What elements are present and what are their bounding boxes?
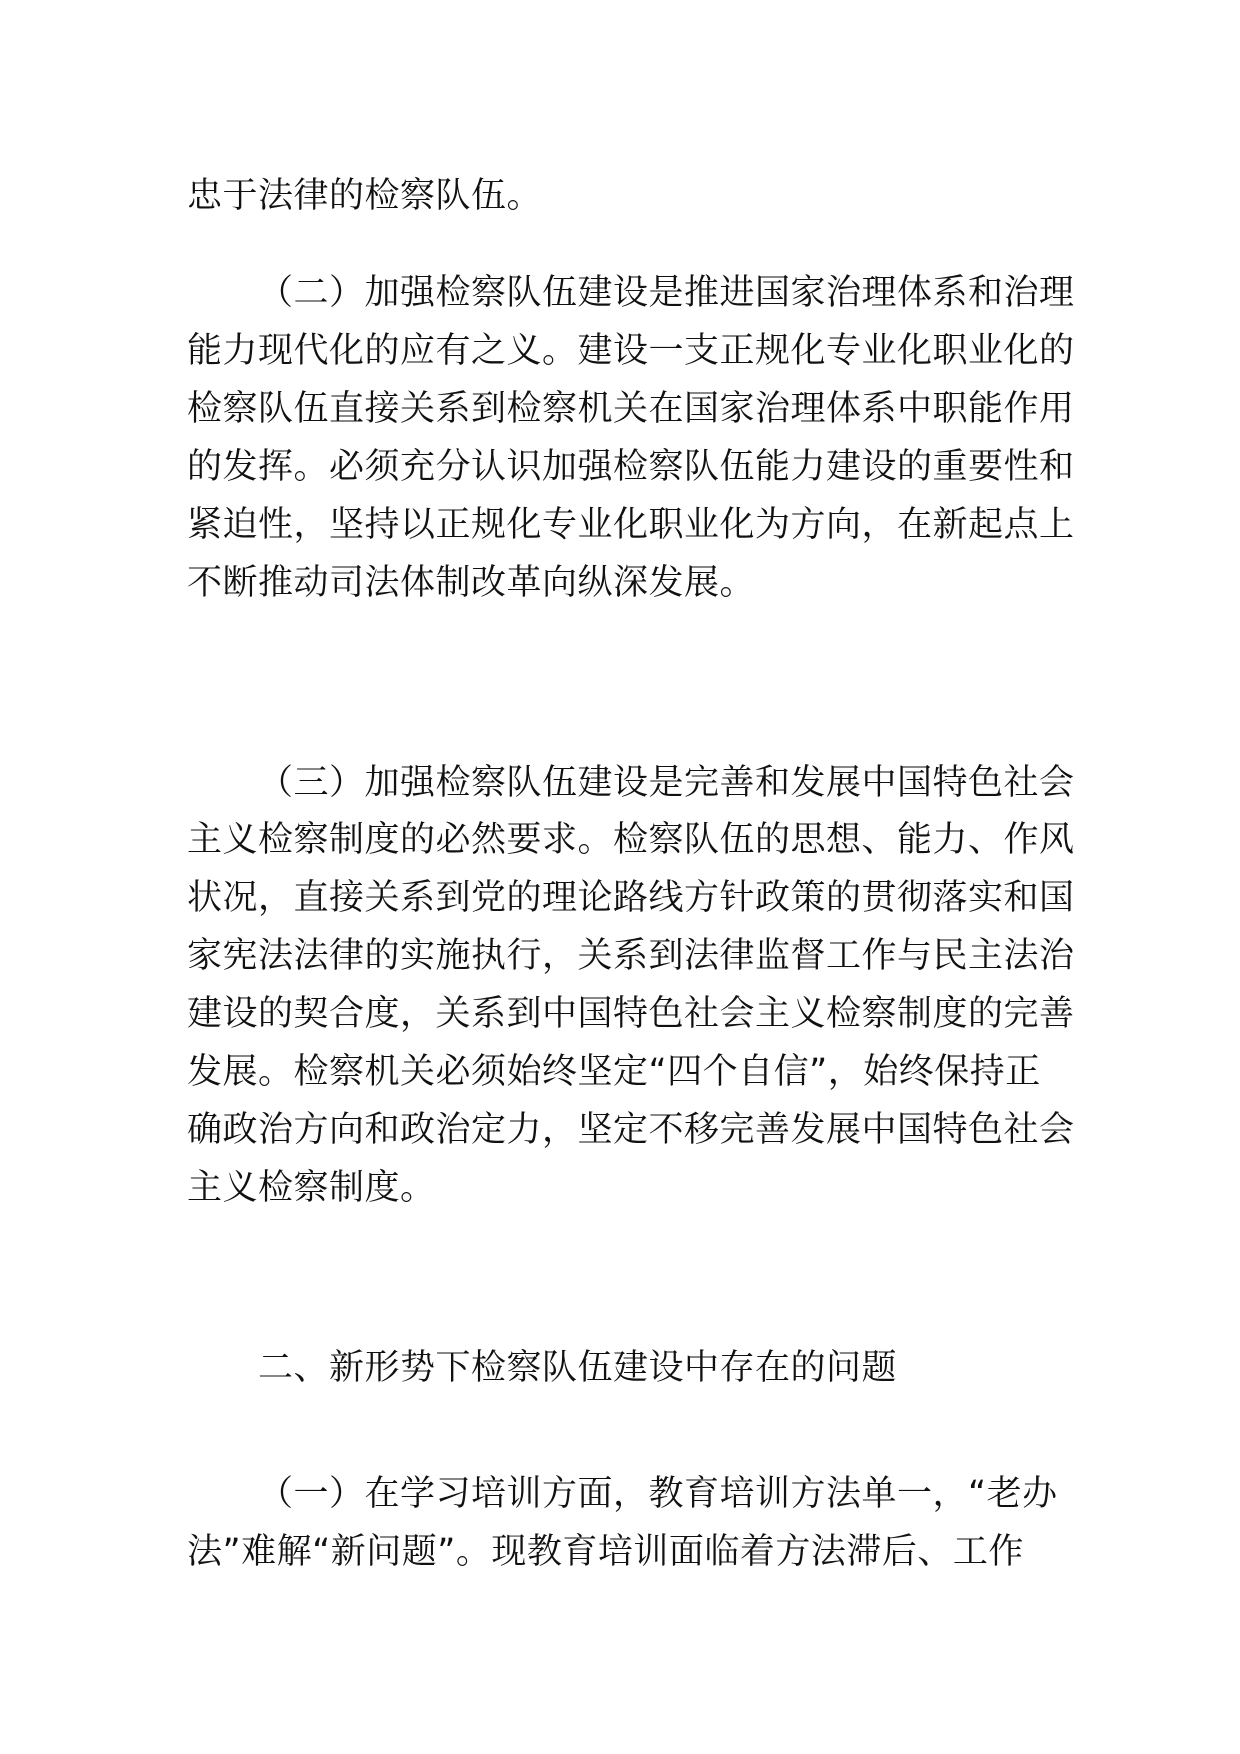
paragraph-line: 状况，直接关系到党的理论路线方针政策的贯彻落实和国 bbox=[187, 878, 1075, 918]
paragraph-line: （一）在学习培训方面，教育培训方法单一，“老办 bbox=[258, 1474, 1058, 1514]
paragraph-line: （三）加强检察队伍建设是完善和发展中国特色社会 bbox=[258, 763, 1075, 803]
paragraph-line: 确政治方向和政治定力，坚定不移完善发展中国特色社会 bbox=[187, 1110, 1075, 1150]
paragraph-line: 的发挥。必须充分认识加强检察队伍能力建设的重要性和 bbox=[187, 447, 1075, 487]
paragraph-continuation-line: 忠于法律的检察队伍。 bbox=[187, 176, 543, 216]
paragraph-line: 不断推动司法体制改革向纵深发展。 bbox=[187, 563, 756, 603]
paragraph-line: 检察队伍直接关系到检察机关在国家治理体系中职能作用 bbox=[187, 389, 1075, 429]
paragraph-line: 主义检察制度。 bbox=[187, 1168, 436, 1208]
paragraph-line: （二）加强检察队伍建设是推进国家治理体系和治理 bbox=[258, 273, 1075, 313]
paragraph-line: 法”难解“新问题”。现教育培训面临着方法滞后、工作 bbox=[187, 1532, 1024, 1572]
paragraph-line: 能力现代化的应有之义。建设一支正规化专业化职业化的 bbox=[187, 331, 1075, 371]
paragraph-line: 建设的契合度，关系到中国特色社会主义检察制度的完善 bbox=[187, 994, 1075, 1034]
section-heading: 二、新形势下检察队伍建设中存在的问题 bbox=[258, 1348, 898, 1388]
paragraph-line: 紧迫性，坚持以正规化专业化职业化为方向，在新起点上 bbox=[187, 505, 1075, 545]
paragraph-line: 家宪法法律的实施执行，关系到法律监督工作与民主法治 bbox=[187, 936, 1075, 976]
paragraph-line: 主义检察制度的必然要求。检察队伍的思想、能力、作风 bbox=[187, 820, 1075, 860]
paragraph-line: 发展。检察机关必须始终坚定“四个自信”，始终保持正 bbox=[187, 1052, 1041, 1092]
